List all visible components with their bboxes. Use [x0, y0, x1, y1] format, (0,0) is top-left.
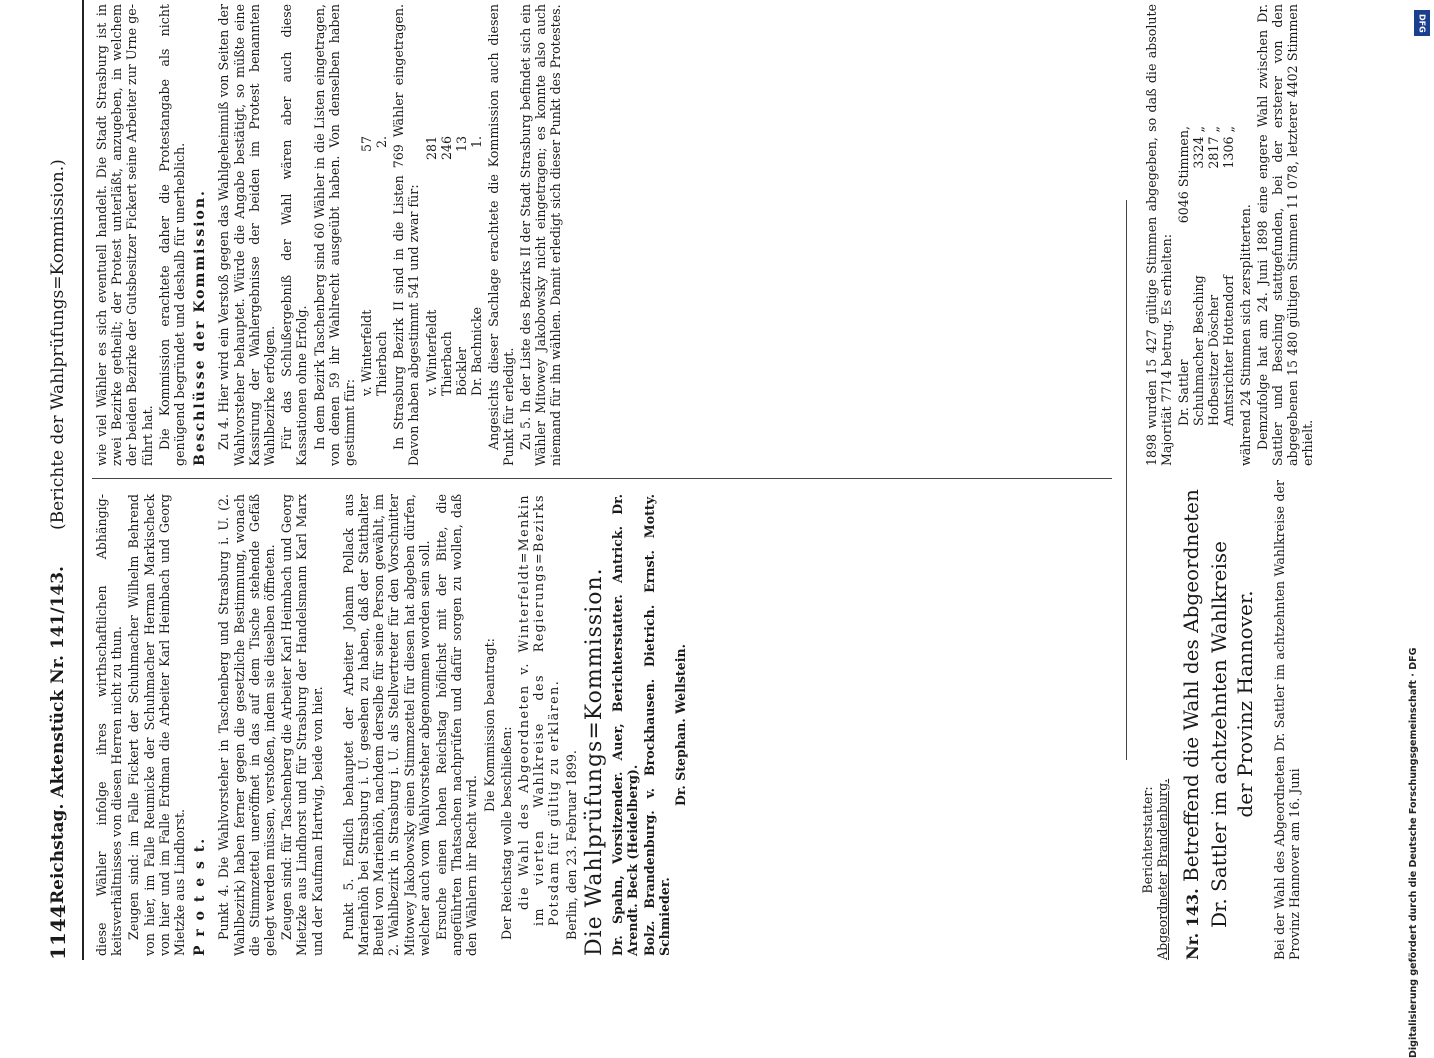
rotated-document-page [40, 0, 1420, 960]
resolution-text: die Wahl des Abgeordneten v. Winterfeldt=Menkin im vierten Wahlkreise des Regierungs=Bezirks Potsdam für gültig zu erklären. [516, 494, 562, 926]
table-row: Hofbesitzer Döscher 2817 „ [1206, 126, 1221, 426]
nr-title-line [1178, 480, 1206, 960]
table-row: Dr. Sattler 6046 Stimmen, [1176, 126, 1191, 426]
table-row: v. Winterfeldt 57 [359, 136, 375, 396]
reporter-block [1140, 720, 1170, 960]
right-column [94, 4, 566, 466]
reporter-label: Berichterstatter: [1140, 786, 1155, 894]
nr-title-1: Betreffend die Wahl des Abgeordneten [1179, 489, 1203, 882]
nr-intro-text: Bei der Wahl des Abgeordneten Dr. Sattler im achtzehnten Wahlkreise der Provinz Hannover am 16. Juni [1272, 480, 1302, 960]
paragraph: Die Kommission beantragt: [481, 638, 497, 812]
dfg-funding-note: Digitalisierung gefördert durch die Deutsche Forschungsgemeinschaft · DFG [1408, 647, 1419, 1058]
table-row: Thierbach 2. [374, 136, 390, 396]
date-line: Berlin, den 23. Februar 1899. [563, 750, 579, 940]
vote-table-hannover [1176, 126, 1236, 426]
dfg-logo: DFG [1414, 10, 1430, 36]
header-title: Reichstag. Aktenstück Nr. 141/143. [48, 566, 68, 904]
column-divider [92, 478, 1112, 479]
header-subtitle: (Berichte der Wahlprüfungs=Kommission.) [48, 159, 68, 530]
header-rule [82, 0, 84, 960]
nr-143-block [1178, 480, 1302, 960]
paragraph: 1898 wurden 15 427 gültige Stimmen abgegeben, so daß die absolute Majorität 7714 betrug. Es erhielten: [1144, 4, 1174, 466]
paragraph: Ersuche einen hohen Reichstag höflichst mit der Bitte, die angeführten Thatsachen nachprüfen und dafür sorgen zu wollen, daß den Wählern ihr Recht wird. [434, 494, 480, 956]
vote-table-taschenberg [359, 136, 389, 396]
paragraph: Der Reichstag wolle beschließen: [498, 726, 514, 940]
table-row: v. Winterfeldt 281 [423, 136, 439, 396]
nr-title-2: Dr. Sattler im achtzehnten Wahlkreise [1207, 540, 1231, 928]
paragraph: Angesichts dieser Sachlage erachtete die Kommission auch diesen Punkt für erledigt. [485, 4, 516, 466]
paragraph: In Strasburg Bezirk II sind in die Listen 769 Wähler eingetragen. Davon haben abgestimmt 541 und zwar für: [391, 4, 422, 466]
signature-line: Bolz. Brandenburg. v. Brockhausen. Dietrich. Ernst. Motty. Schmieder. [641, 494, 672, 956]
paragraph: Die Kommission erachtete daher die Protestangabe als nicht genügend begründet und deshalb für unerheblich. [156, 4, 188, 466]
paragraph: diese Wähler infolge ihres wirthschaftlichen Abhängigkeitsverhältnisses von diesen Herren nicht zu thun. [94, 494, 125, 956]
table-row: Amtsrichter Hottendorf 1306 „ [1221, 126, 1236, 426]
paragraph: Punkt 4. Die Wahlvorsteher in Taschenberg und Strasburg i. U. (2. Wahlbezirk) haben ferner gegen die gesetzliche Bestimmung, wonach die Stimmzettel uneröffnet in das auf dem Tische stehende Gefäß gelegt werden müssen, verstoßen, indem sie dieselben öffneten. [216, 494, 278, 956]
paragraph: Zu 5. In der Liste des Bezirks II der Stadt Strasburg befindet sich ein Wähler Mitowey Jakobowsky nicht eingetragen; es konnte also auch niemand für ihn wählen. Damit erledigt sich dieser Punkt des Protestes. [518, 4, 564, 466]
table-row: Thierbach 246 [438, 136, 454, 396]
section-nr-143 [1134, 0, 1414, 960]
paragraph: Zu 4. Hier wird ein Verstoß gegen das Wahlgeheimniß von Seiten der Wahlvorsteher behauptet. Würde die Angabe bestätigt, so müßte eine Kassirung der Wahlergebnisse der beiden im Protest benannten Wahlbezirke erfolgen. [216, 4, 278, 466]
paragraph: während 24 Stimmen sich zersplitterten. [1238, 204, 1253, 466]
paragraph: wie viel Wähler es sich eventuell handelt. Die Stadt Strasburg ist in zwei Bezirke getheilt; der Protest unterläßt, anzugeben, in welchem der beiden Bezirke der Gutsbesitzer Fickert seine Arbeiter zur Urne geführt hat. [94, 4, 155, 466]
table-row: Böckler 13 [453, 136, 469, 396]
vote-table-strasburg [424, 136, 484, 396]
nr-number: Nr. 143. [1183, 888, 1202, 960]
protest-heading: P r o t e s t. [192, 836, 209, 956]
signature-line: Dr. Stephan. Wellstein. [672, 643, 688, 807]
left-column [94, 494, 689, 956]
decisions-heading: Beschlüsse der Kommission. [192, 189, 209, 466]
commission-heading: Die Wahlprüfungs=Kommission. [581, 567, 607, 956]
dfg-margin-note [1408, 10, 1430, 1058]
reporter-name: Abgeordneter Brandenburg. [1155, 778, 1170, 960]
table-row: Schuhmacher Besching 3324 „ [1191, 126, 1206, 426]
paragraph: Für das Schlußergebniß der Wahl wären aber auch diese Kassationen ohne Erfolg. [279, 4, 310, 466]
paragraph: Zeugen sind: für Taschenberg die Arbeiter Karl Heimbach und Georg Mietzke aus Lindhorst und für Strasburg der Handelsmann Karl Marx und der Kaufman Hartwig, beide von hier. [279, 494, 325, 956]
paragraph: In dem Bezirk Taschenberg sind 60 Wähler in die Listen eingetragen, von denen 59 ihr Wahlrecht ausgeübt haben. Von denselben haben gestimmt für: [311, 4, 358, 466]
table-row: Dr. Bachnicke 1. [468, 136, 484, 396]
paragraph: Demzufolge hat am 24. Juni 1898 eine engere Wahl zwischen Dr. Sattler und Besching stattgefunden, bei der ersterer von den abgegebenen 15 480 gültigen Stimmen 11 078, letzterer 4402 Stimmen erhielt. [1255, 4, 1315, 466]
paragraph: Punkt 5. Endlich behauptet der Arbeiter Johann Pollack aus Marienhöh bei Strasburg i. U. gesehen zu haben, daß der Statthalter Beutel von Marienhöh, nachdem derselbe für seine Person gewählt, im 2. Wahlbezirk in Strasburg i. U. als Stellvertreter für den Vorschnitter Mitowey Jakobowsky einen Stimmzettel für diesen hat abgeben dürfen, welcher auch vom Wahlvorsteher abgenommen worden sein soll. [340, 494, 432, 956]
page-header [40, 0, 80, 960]
page-number: 1144 [46, 904, 70, 960]
section-divider [1126, 200, 1127, 760]
nr-143-continuation [1144, 4, 1317, 466]
nr-title-cont [1206, 480, 1258, 960]
paragraph: Zeugen sind: im Falle Fickert der Schuhmacher Wilhelm Behrend von hier, im Falle Reumicke der Schuhmacher Herman Markischeck von hier und im Falle Erdman die Arbeiter Karl Heimbach und Georg Mietzke aus Lindhorst. [126, 494, 188, 956]
nr-title-3: der Provinz Hannover. [1233, 590, 1257, 818]
signature-line: Dr. Spahn, Vorsitzender. Auer, Berichterstatter. Antrick. Dr. Arendt. Beck (Heidelberg). [610, 494, 641, 956]
